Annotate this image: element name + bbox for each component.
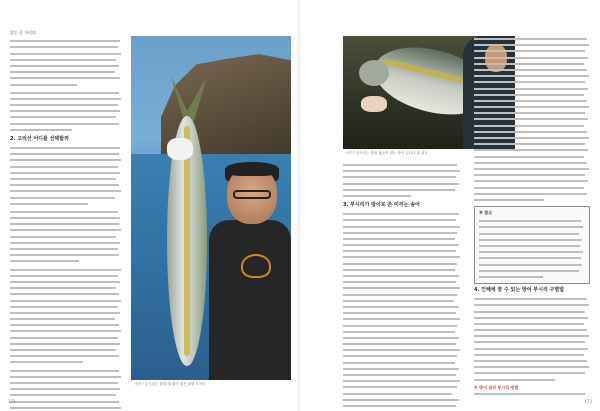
right-text-column-1 [343, 162, 461, 411]
section-heading: 2. 고리선 어디를 선택할까 [10, 136, 69, 143]
jacket-logo-icon [241, 254, 271, 278]
section-heading: 4. 인해에 잘 수 있는 방어 부시리 구별법 [474, 287, 565, 294]
photo-caption: 사진 ? 부시리는 물을 뚫듯이 잡는 방식 입니다 물 위로 [345, 151, 428, 155]
glove [167, 138, 193, 160]
body-paragraph [10, 209, 122, 265]
body-paragraph [474, 36, 590, 203]
info-box [474, 206, 590, 284]
angler-photo [131, 36, 291, 380]
right-text-column-2 [474, 36, 590, 397]
angler-figure [209, 166, 291, 380]
hand [361, 96, 387, 112]
bottom-note: 부 방어 관리 부시리 방법 [474, 384, 519, 390]
body-paragraph [343, 211, 461, 411]
section-heading: 3. 부시리가 방어로 쓴 미끼는 송어 [343, 202, 420, 209]
photo-caption: 사진 ? 부시리는 물릴 때 힘이 좋은 대형 부시리 [134, 382, 206, 386]
page-number: 172 [8, 399, 16, 404]
page-number: 173 [584, 399, 592, 404]
body-paragraph [474, 296, 590, 383]
body-paragraph [10, 38, 122, 88]
yellowtail-fish [161, 76, 221, 376]
info-box-title: 부 참고 [479, 210, 492, 216]
body-paragraph [10, 90, 122, 133]
intro-line: 있는 곳 가리다. [10, 30, 37, 35]
body-paragraph [10, 368, 122, 411]
body-paragraph [10, 145, 122, 207]
left-text-column [10, 30, 122, 411]
body-paragraph [343, 162, 461, 199]
body-paragraph [10, 267, 122, 366]
glasses-icon [233, 190, 271, 199]
